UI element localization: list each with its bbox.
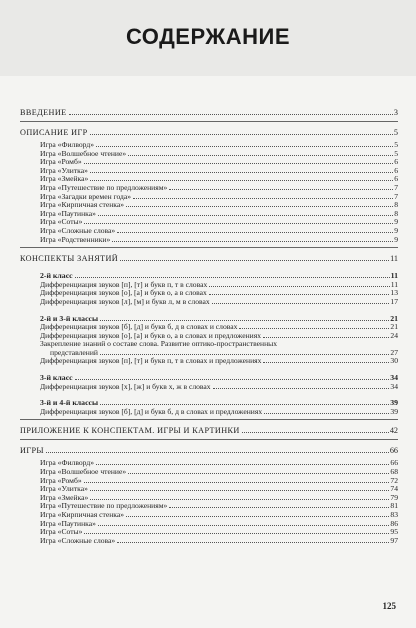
toc-entry-label: КОНСПЕКТЫ ЗАНЯТИЙ bbox=[20, 254, 119, 264]
dot-leader bbox=[84, 163, 394, 164]
toc-entry-label: Дифференциация звуков [о], [а] и букв о, а в словах bbox=[40, 289, 207, 298]
toc-entry-label: Игра «Сложные слова» bbox=[40, 226, 116, 235]
section-divider bbox=[20, 419, 398, 420]
toc-entry-page: 9 bbox=[394, 226, 398, 235]
dot-leader bbox=[75, 379, 390, 380]
dot-leader bbox=[90, 499, 389, 500]
toc-entry-page: 17 bbox=[390, 297, 398, 306]
dot-leader bbox=[75, 277, 390, 278]
toc-entry-page: 86 bbox=[390, 519, 398, 528]
page-number: 125 bbox=[382, 601, 396, 611]
dot-leader bbox=[96, 146, 393, 147]
toc-entry-page: 27 bbox=[390, 348, 398, 357]
toc-entry bbox=[20, 520, 398, 529]
toc-entry-page: 42 bbox=[389, 426, 398, 436]
toc-entry-label: Игра «Загадки времен года» bbox=[40, 192, 132, 201]
dot-leader bbox=[98, 215, 393, 216]
toc-entry-label: Игра «Волшебное чтение» bbox=[40, 468, 127, 477]
dot-leader bbox=[84, 223, 393, 224]
toc-entry-label: ВВЕДЕНИЕ bbox=[20, 108, 67, 117]
spacer bbox=[20, 366, 398, 373]
dot-leader bbox=[239, 328, 389, 329]
toc-entry-label: Дифференциация звуков [п], [т] и букв п, т в словах bbox=[40, 280, 208, 289]
toc-entry bbox=[20, 236, 398, 245]
toc-entry bbox=[20, 349, 398, 358]
spacer bbox=[20, 391, 398, 398]
page-title: СОДЕРЖАНИЕ bbox=[125, 24, 291, 49]
dot-leader bbox=[117, 232, 393, 233]
toc-entry-label: Игра «Паутинка» bbox=[40, 519, 96, 528]
toc-entry-page: 68 bbox=[390, 468, 398, 477]
toc-entry-label: представлений bbox=[50, 348, 98, 357]
toc-entry bbox=[20, 175, 398, 184]
toc-entry-page: 34 bbox=[390, 373, 398, 383]
dot-leader bbox=[126, 206, 393, 207]
toc-entry-label: Игра «Путешествие по предложениям» bbox=[40, 183, 168, 192]
toc-entry-label: Игра «Змейка» bbox=[40, 493, 89, 502]
toc-entry-label: Дифференциация звуков [п], [т] и букв п, т в словах и предложениях bbox=[40, 357, 262, 366]
toc-entry-label: 3-й и 4-й классы bbox=[40, 398, 99, 408]
toc-entry-page: 3 bbox=[393, 108, 398, 117]
toc-entry bbox=[20, 227, 398, 236]
spacer bbox=[20, 264, 398, 271]
toc-subsection-heading bbox=[20, 398, 398, 408]
toc-entry bbox=[20, 383, 398, 392]
dot-leader bbox=[120, 260, 389, 261]
toc-entry-label: Игра «Соты» bbox=[40, 218, 83, 227]
toc-entry-page: 66 bbox=[389, 446, 398, 456]
toc-entry-label: ПРИЛОЖЕНИЕ К КОНСПЕКТАМ. ИГРЫ И КАРТИНКИ bbox=[20, 426, 240, 436]
toc-entry-label: 3-й класс bbox=[40, 373, 73, 383]
toc-section-heading bbox=[20, 254, 398, 264]
toc-entry-page: 30 bbox=[390, 357, 398, 366]
table-of-contents bbox=[20, 108, 398, 545]
toc-entry-label: Игра «Кирпичная стенка» bbox=[40, 511, 125, 519]
toc-entry-page: 11 bbox=[390, 271, 398, 281]
dot-leader bbox=[84, 482, 390, 483]
toc-entry-page: 5 bbox=[394, 149, 398, 158]
toc-entry-label: Игра «Филворд» bbox=[40, 141, 95, 149]
toc-entry-page: 7 bbox=[394, 183, 398, 192]
toc-entry-page: 66 bbox=[390, 459, 398, 468]
toc-entry-page: 13 bbox=[390, 289, 398, 298]
dot-leader bbox=[213, 388, 390, 389]
toc-entry-page: 34 bbox=[390, 382, 398, 391]
toc-entry-label: ИГРЫ bbox=[20, 446, 44, 456]
toc-entry-page: 74 bbox=[390, 485, 398, 494]
toc-entry-label: Игра «Сложные слова» bbox=[40, 536, 116, 545]
toc-entry-label: ОПИСАНИЕ ИГР bbox=[20, 128, 88, 137]
toc-entry bbox=[20, 494, 398, 503]
section-divider bbox=[20, 247, 398, 248]
toc-entry bbox=[20, 459, 398, 468]
dot-leader bbox=[90, 180, 393, 181]
section-divider bbox=[20, 439, 398, 440]
toc-entry-page: 5 bbox=[394, 141, 398, 149]
toc-entry-page: 97 bbox=[390, 536, 398, 545]
dot-leader bbox=[263, 337, 389, 338]
toc-entry-page: 9 bbox=[394, 235, 398, 244]
toc-entry-page: 72 bbox=[390, 476, 398, 485]
toc-entry-page: 6 bbox=[394, 158, 398, 167]
toc-entry-label: Игра «Улитка» bbox=[40, 485, 88, 494]
toc-entry-label: Игра «Путешествие по предложениям» bbox=[40, 502, 168, 511]
dot-leader bbox=[84, 533, 389, 534]
dot-leader bbox=[112, 241, 393, 242]
toc-entry bbox=[20, 193, 398, 202]
toc-entry bbox=[20, 201, 398, 210]
toc-section-heading bbox=[20, 128, 398, 138]
toc-entry bbox=[20, 281, 398, 290]
toc-entry-label: Игра «Соты» bbox=[40, 528, 83, 537]
dot-leader bbox=[90, 172, 393, 173]
toc-section-heading bbox=[20, 446, 398, 456]
toc-entry bbox=[20, 218, 398, 227]
toc-entry-page: 39 bbox=[390, 407, 398, 416]
dot-leader bbox=[96, 464, 389, 465]
toc-entry bbox=[20, 323, 398, 332]
toc-entry bbox=[20, 210, 398, 219]
toc-entry-page: 8 bbox=[394, 201, 398, 210]
toc-entry-page: 83 bbox=[390, 511, 398, 519]
dot-leader bbox=[126, 516, 389, 517]
toc-entry-label: Дифференциация звуков [б], [д] и букв б, д в словах и предложениях bbox=[40, 407, 263, 416]
dot-leader bbox=[90, 134, 393, 135]
toc-entry bbox=[20, 468, 398, 477]
toc-entry-page: 24 bbox=[390, 331, 398, 340]
toc-entry-label: Игра «Кирпичная стенка» bbox=[40, 201, 125, 210]
dot-leader bbox=[100, 354, 389, 355]
toc-entry bbox=[20, 528, 398, 537]
dot-leader bbox=[46, 452, 389, 453]
toc-entry bbox=[20, 332, 398, 341]
toc-entry bbox=[20, 502, 398, 511]
dot-leader bbox=[100, 320, 389, 321]
toc-entry-label: Игра «Родственники» bbox=[40, 235, 111, 244]
toc-entry-label: Игра «Волшебное чтение» bbox=[40, 149, 127, 158]
toc-entry-label: Игра «Ромб» bbox=[40, 476, 82, 485]
toc-entry bbox=[20, 141, 398, 150]
toc-subsection-heading bbox=[20, 373, 398, 383]
dot-leader bbox=[264, 413, 389, 414]
toc-entry-label: Дифференциация звуков [л], [м] и букв л, м в словах bbox=[40, 297, 210, 306]
toc-entry bbox=[20, 298, 398, 307]
toc-entry bbox=[20, 150, 398, 159]
toc-entry-page: 79 bbox=[390, 493, 398, 502]
dot-leader bbox=[98, 525, 389, 526]
toc-entry bbox=[20, 485, 398, 494]
toc-entry-label: 2-й и 3-й классы bbox=[40, 313, 99, 323]
dot-leader bbox=[209, 286, 389, 287]
dot-leader bbox=[128, 155, 393, 156]
dot-leader bbox=[100, 404, 389, 405]
toc-entry-page: 6 bbox=[394, 166, 398, 175]
dot-leader bbox=[242, 432, 389, 433]
dot-leader bbox=[69, 114, 393, 115]
toc-entry bbox=[20, 184, 398, 193]
toc-subsection-heading bbox=[20, 271, 398, 281]
toc-entry-page: 8 bbox=[394, 209, 398, 218]
toc-entry-page: 11 bbox=[390, 280, 398, 289]
toc-entry-label: 2-й класс bbox=[40, 271, 73, 281]
toc-entry-label: Игра «Филворд» bbox=[40, 459, 95, 468]
toc-entry bbox=[20, 289, 398, 298]
toc-entry-label: Закрепление знаний о составе слова. Развитие оптико-пространственных bbox=[40, 340, 278, 349]
toc-entry-label: Игра «Улитка» bbox=[40, 166, 88, 175]
toc-entry-page: 39 bbox=[390, 398, 398, 408]
dot-leader bbox=[90, 490, 390, 491]
toc-entry bbox=[20, 408, 398, 417]
toc-entry-label: Дифференциация звуков [о], [а] и букв о, а в словах и предложениях bbox=[40, 331, 261, 340]
toc-entry-page: 21 bbox=[390, 313, 398, 323]
toc-entry-label: Игра «Ромб» bbox=[40, 158, 82, 167]
toc-entry-label: Игра «Змейка» bbox=[40, 175, 89, 184]
dot-leader bbox=[169, 189, 393, 190]
toc-entry-page: 21 bbox=[390, 323, 398, 332]
toc-entry bbox=[20, 477, 398, 486]
toc-entry bbox=[20, 511, 398, 520]
dot-leader bbox=[212, 303, 390, 304]
toc-entry-page: 95 bbox=[390, 528, 398, 537]
dot-leader bbox=[133, 198, 393, 199]
toc-entry-label: Дифференциация звуков [б], [д] и букв б, д в словах и словах bbox=[40, 323, 238, 332]
dot-leader bbox=[169, 507, 389, 508]
section-divider bbox=[20, 121, 398, 122]
toc-entry-label: Игра «Паутинка» bbox=[40, 209, 96, 218]
toc-entry-page: 7 bbox=[394, 192, 398, 201]
dot-leader bbox=[209, 294, 390, 295]
toc-entry-page: 6 bbox=[394, 175, 398, 184]
dot-leader bbox=[263, 362, 389, 363]
toc-section-heading bbox=[20, 426, 398, 436]
toc-entry-page: 11 bbox=[390, 254, 398, 264]
dot-leader bbox=[128, 473, 389, 474]
toc-entry bbox=[20, 357, 398, 366]
toc-entry bbox=[20, 158, 398, 167]
toc-subsection-heading bbox=[20, 314, 398, 324]
toc-section-heading bbox=[20, 108, 398, 118]
dot-leader bbox=[117, 542, 389, 543]
toc-entry-page: 9 bbox=[394, 218, 398, 227]
spacer bbox=[20, 307, 398, 314]
toc-entry-label: Дифференциация звуков [х], [ж] и букв х, ж в словах bbox=[40, 382, 211, 391]
toc-entry bbox=[20, 167, 398, 176]
toc-entry-page: 81 bbox=[390, 502, 398, 511]
toc-entry bbox=[20, 340, 398, 349]
toc-entry bbox=[20, 537, 398, 546]
toc-entry-page: 5 bbox=[393, 128, 398, 137]
